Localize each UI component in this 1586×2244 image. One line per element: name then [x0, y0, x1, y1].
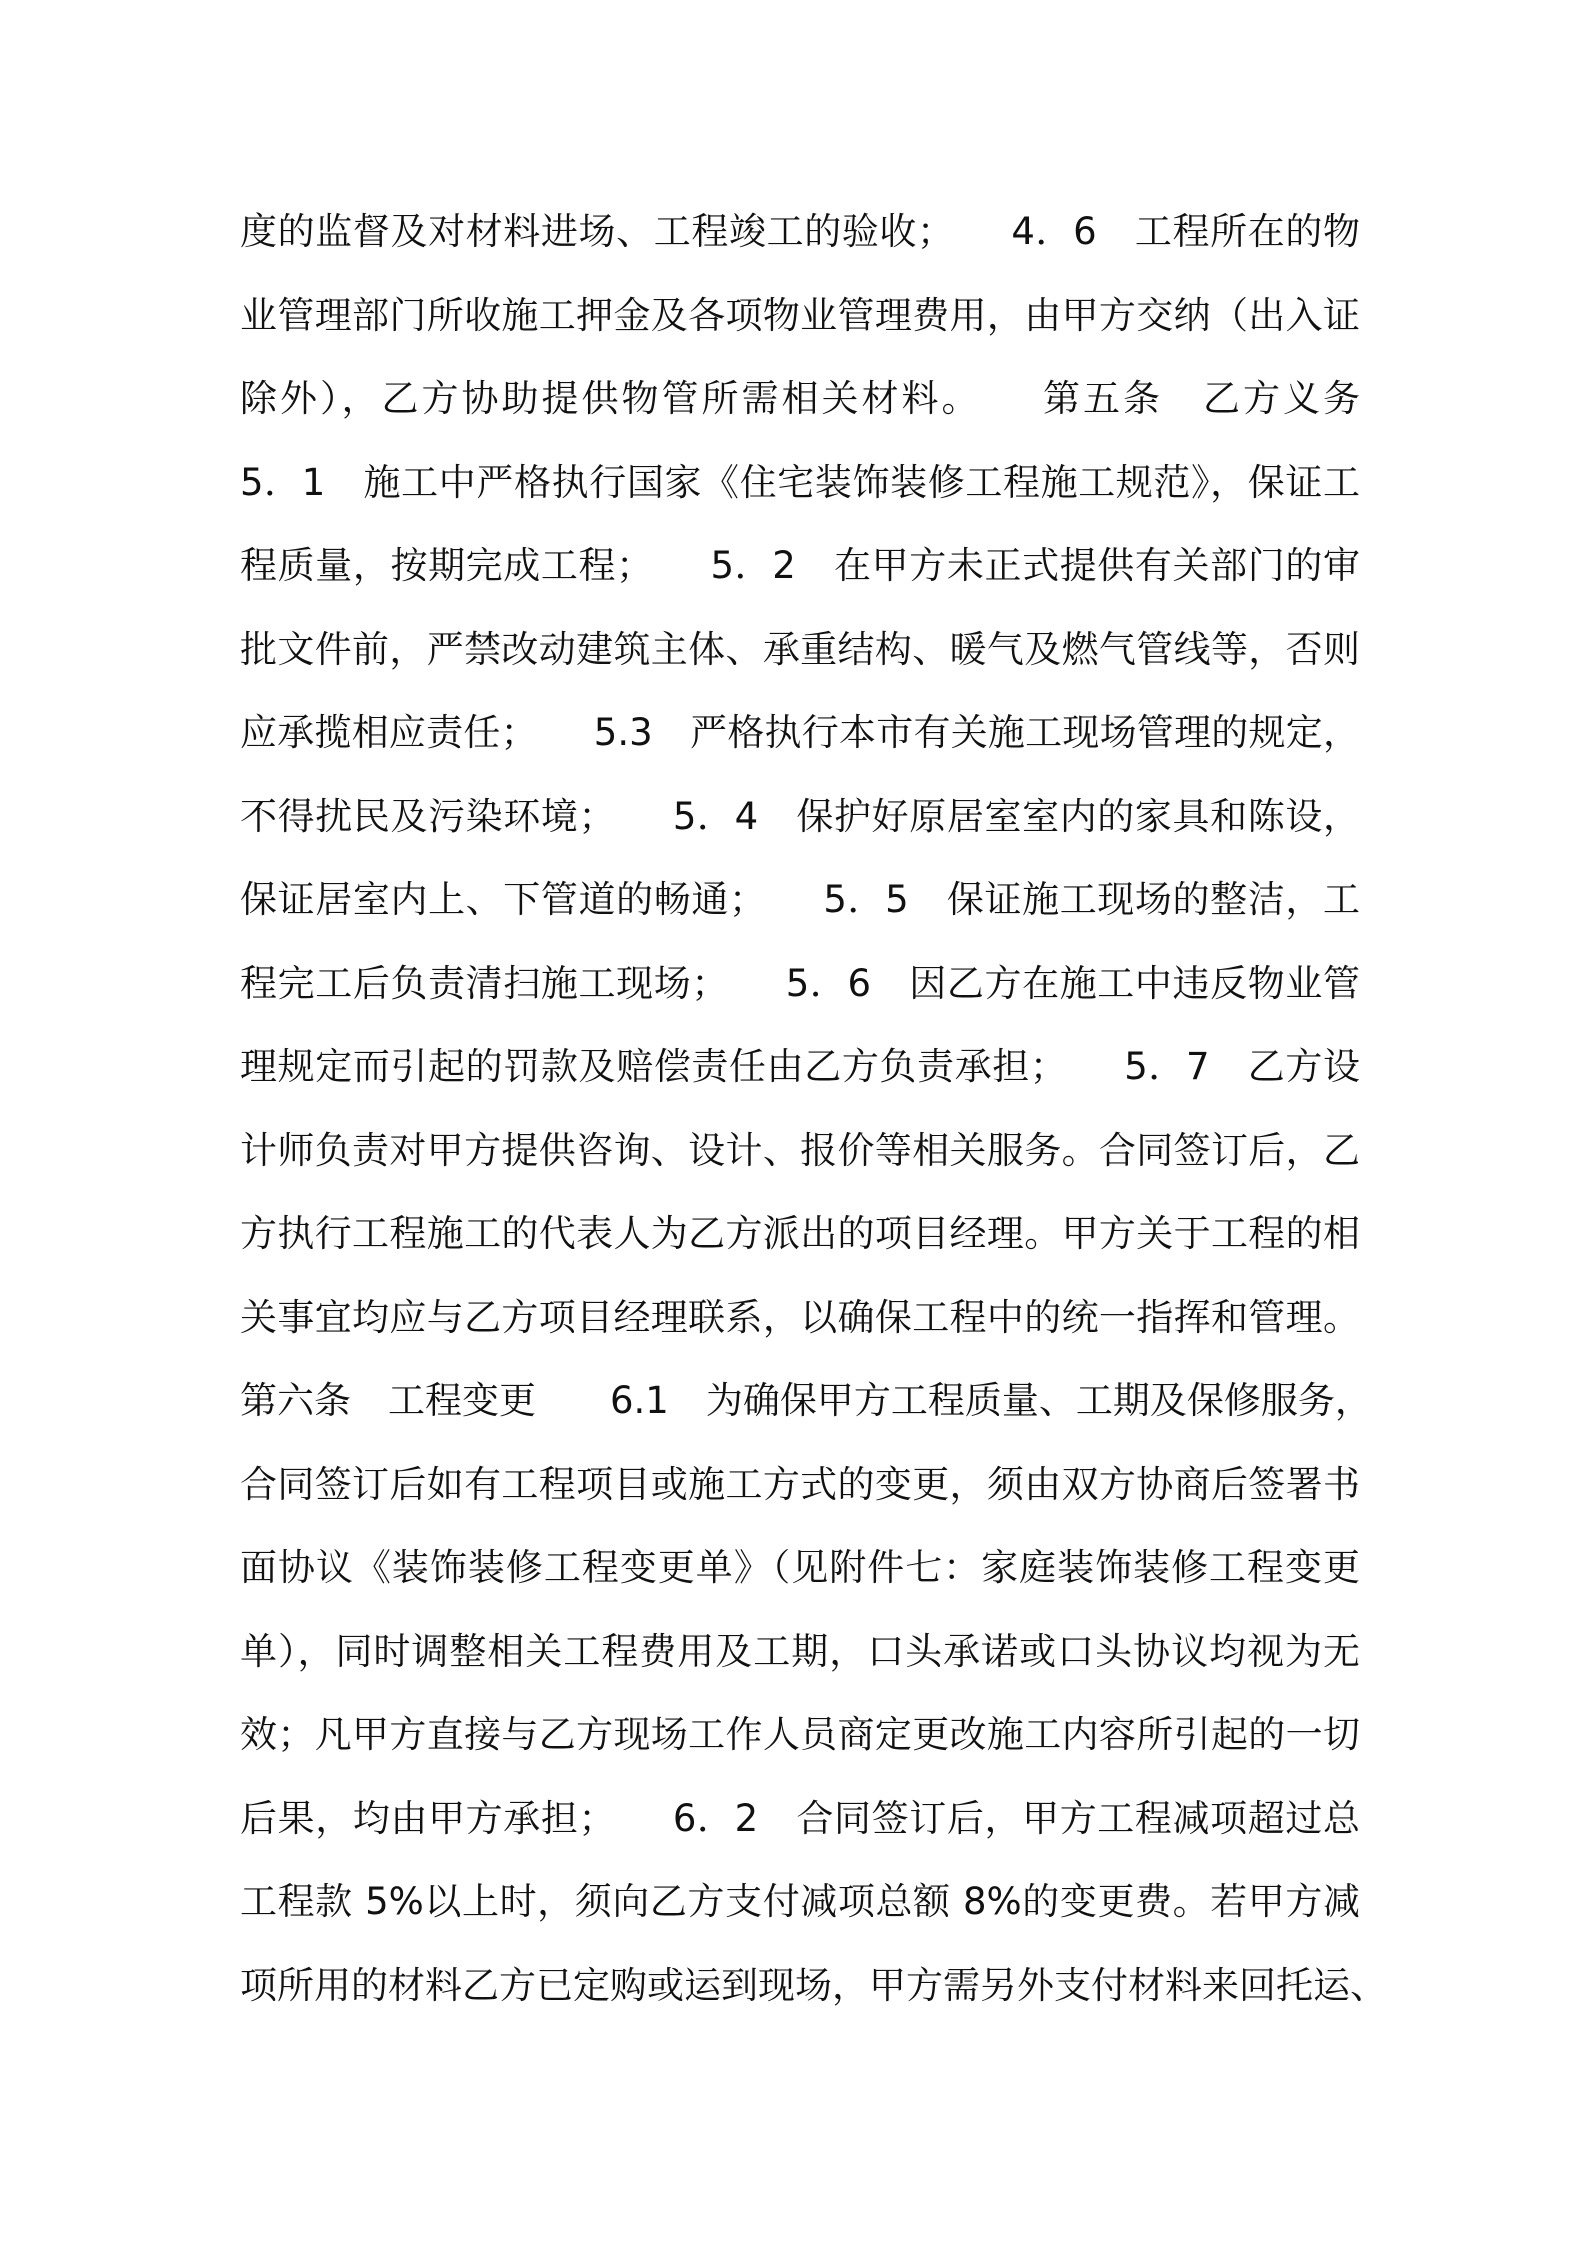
text-line-19: 效；凡甲方直接与乙方现场工作人员商定更改施工内容所引起的一切	[240, 1713, 1360, 1756]
contract-body-text	[240, 190, 1387, 2027]
text-line-7: 应承揽相应责任； 5.3 严格执行本市有关施工现场管理的规定，	[240, 711, 1360, 754]
text-line-4: 5．1 施工中严格执行国家《住宅装饰装修工程施工规范》，保证工	[240, 460, 1360, 504]
text-line-15: 第六条 工程变更 6.1 为确保甲方工程质量、工期及保修服务，	[240, 1379, 1372, 1422]
text-line-18: 单），同时调整相关工程费用及工期，口头承诺或口头协议均视为无	[240, 1629, 1360, 1673]
text-line-8: 不得扰民及污染环境； 5．4 保护好原居室室内的家具和陈设，	[240, 794, 1360, 838]
text-line-21: 工程款 5%以上时，须向乙方支付减项总额 8%的变更费。若甲方减	[240, 1880, 1360, 1923]
text-line-20: 后果，均由甲方承担； 6．2 合同签订后，甲方工程减项超过总	[240, 1796, 1360, 1840]
text-line-5: 程质量，按期完成工程； 5．2 在甲方未正式提供有关部门的审	[240, 544, 1360, 587]
text-line-14: 关事宜均应与乙方项目经理联系，以确保工程中的统一指挥和管理。	[240, 1295, 1360, 1339]
text-line-13: 方执行工程施工的代表人为乙方派出的项目经理。甲方关于工程的相	[240, 1212, 1360, 1255]
text-line-3: 除外），乙方协助提供物管所需相关材料。 第五条 乙方义务	[240, 377, 1360, 420]
text-line-17: 面协议《装饰装修工程变更单》（见附件七：家庭装饰装修工程变更	[240, 1546, 1360, 1589]
text-line-10: 程完工后负责清扫施工现场； 5．6 因乙方在施工中违反物业管	[240, 961, 1360, 1005]
text-line-1: 度的监督及对材料进场、工程竣工的验收； 4．6 工程所在的物	[240, 210, 1360, 253]
text-line-11: 理规定而引起的罚款及赔偿责任由乙方负责承担； 5．7 乙方设	[240, 1045, 1360, 1088]
text-line-16: 合同签订后如有工程项目或施工方式的变更，须由双方协商后签署书	[240, 1462, 1360, 1506]
text-line-9: 保证居室内上、下管道的畅通； 5．5 保证施工现场的整洁，工	[240, 878, 1360, 921]
text-line-12: 计师负责对甲方提供咨询、设计、报价等相关服务。合同签订后，乙	[240, 1128, 1360, 1172]
text-line-6: 批文件前，严禁改动建筑主体、承重结构、暖气及燃气管线等，否则	[240, 627, 1360, 671]
text-line-22: 项所用的材料乙方已定购或运到现场，甲方需另外支付材料来回托运、	[240, 1963, 1387, 2007]
text-line-2: 业管理部门所收施工押金及各项物业管理费用，由甲方交纳（出入证	[240, 293, 1360, 337]
